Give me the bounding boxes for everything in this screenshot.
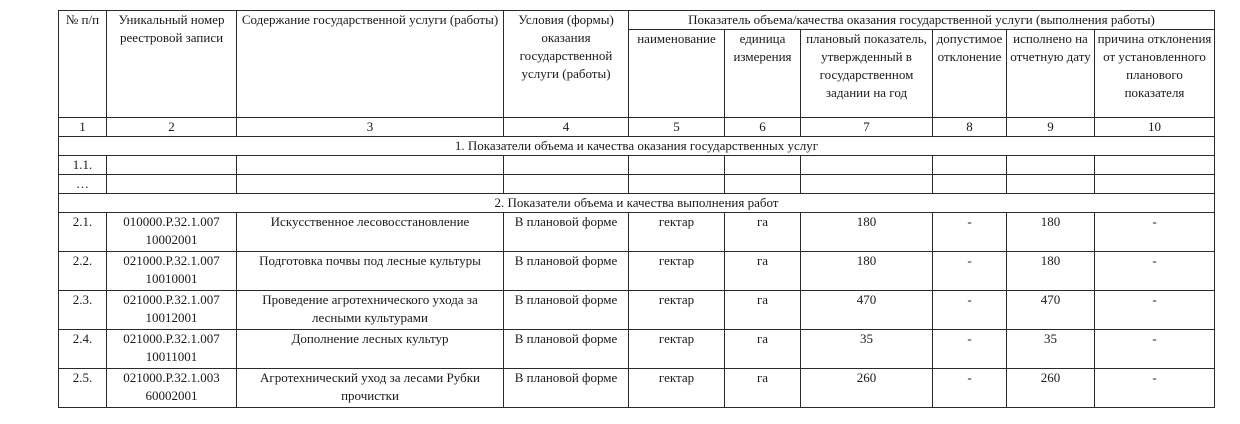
header-num: № п/п [59, 11, 107, 118]
column-number: 10 [1095, 118, 1215, 137]
row-number: 2.5. [59, 369, 107, 408]
unit: га [725, 213, 801, 252]
registry-number: 021000.Р.32.1.007 10010001 [107, 252, 237, 291]
section-2-row [59, 194, 1215, 213]
state-assignment-table [58, 10, 1215, 408]
deviation-reason: - [1095, 330, 1215, 369]
section-1-row [59, 137, 1215, 156]
service-content: Дополнение лесных культур [237, 330, 504, 369]
table-row [59, 330, 1215, 369]
row-number: 1.1. [59, 156, 107, 175]
table-header [59, 11, 1215, 137]
table-row [59, 291, 1215, 330]
plan-value: 180 [801, 252, 933, 291]
allowed-deviation: - [933, 291, 1007, 330]
registry-number: 010000.Р.32.1.007 10002001 [107, 213, 237, 252]
row-number: … [59, 175, 107, 194]
column-number: 5 [629, 118, 725, 137]
column-number: 6 [725, 118, 801, 137]
service-content: Агротехнический уход за лесами Рубки прочистки [237, 369, 504, 408]
header-allowed-deviation: допустимое отклонение [933, 30, 1007, 118]
done-value: 470 [1007, 291, 1095, 330]
column-numbers-row [59, 118, 1215, 137]
row-number: 2.1. [59, 213, 107, 252]
deviation-reason: - [1095, 369, 1215, 408]
service-content: Проведение агротехнического ухода за лесными культурами [237, 291, 504, 330]
plan-value: 35 [801, 330, 933, 369]
table-row [59, 213, 1215, 252]
header-deviation-reason: причина отклонения от установленного планового показателя [1095, 30, 1215, 118]
service-form: В плановой форме [504, 291, 629, 330]
row-number: 2.4. [59, 330, 107, 369]
unit: га [725, 291, 801, 330]
deviation-reason: - [1095, 252, 1215, 291]
column-number: 7 [801, 118, 933, 137]
indicator-name: гектар [629, 330, 725, 369]
plan-value: 470 [801, 291, 933, 330]
indicator-name: гектар [629, 369, 725, 408]
service-form: В плановой форме [504, 330, 629, 369]
column-number: 3 [237, 118, 504, 137]
unit: га [725, 330, 801, 369]
row-number: 2.2. [59, 252, 107, 291]
service-form: В плановой форме [504, 252, 629, 291]
header-plan: плановый показатель, утвержденный в государственном задании на год [801, 30, 933, 118]
service-form: В плановой форме [504, 369, 629, 408]
section-2-title: 2. Показатели объема и качества выполнения работ [59, 194, 1215, 213]
allowed-deviation: - [933, 213, 1007, 252]
service-content: Искусственное лесовосстановление [237, 213, 504, 252]
header-done: исполнено на отчетную дату [1007, 30, 1095, 118]
done-value: 180 [1007, 252, 1095, 291]
service-content: Подготовка почвы под лесные культуры [237, 252, 504, 291]
allowed-deviation: - [933, 252, 1007, 291]
column-number: 8 [933, 118, 1007, 137]
header-registry-number: Уникальный номер реестровой записи [107, 11, 237, 118]
table-row [59, 156, 1215, 175]
indicator-name: гектар [629, 252, 725, 291]
header-unit: единица измерения [725, 30, 801, 118]
indicator-name: гектар [629, 291, 725, 330]
report-sheet [58, 10, 1214, 408]
column-number: 4 [504, 118, 629, 137]
column-number: 9 [1007, 118, 1095, 137]
row-number: 2.3. [59, 291, 107, 330]
plan-value: 260 [801, 369, 933, 408]
unit: га [725, 369, 801, 408]
registry-number: 021000.Р.32.1.003 60002001 [107, 369, 237, 408]
table-row [59, 369, 1215, 408]
table-body [59, 137, 1215, 408]
section-1-title: 1. Показатели объема и качества оказания государственных услуг [59, 137, 1215, 156]
table-row [59, 252, 1215, 291]
header-indicator-name: наименование [629, 30, 725, 118]
header-conditions: Условия (формы) оказания государственной услуги (работы) [504, 11, 629, 118]
table-row [59, 175, 1215, 194]
column-number: 1 [59, 118, 107, 137]
deviation-reason: - [1095, 213, 1215, 252]
allowed-deviation: - [933, 330, 1007, 369]
done-value: 35 [1007, 330, 1095, 369]
indicator-name: гектар [629, 213, 725, 252]
header-service-content: Содержание государственной услуги (работы) [237, 11, 504, 118]
column-number: 2 [107, 118, 237, 137]
unit: га [725, 252, 801, 291]
plan-value: 180 [801, 213, 933, 252]
done-value: 180 [1007, 213, 1095, 252]
done-value: 260 [1007, 369, 1095, 408]
registry-number: 021000.Р.32.1.007 10012001 [107, 291, 237, 330]
deviation-reason: - [1095, 291, 1215, 330]
registry-number: 021000.Р.32.1.007 10011001 [107, 330, 237, 369]
header-indicator-group: Показатель объема/качества оказания государственной услуги (выполнения работы) [629, 11, 1215, 30]
allowed-deviation: - [933, 369, 1007, 408]
service-form: В плановой форме [504, 213, 629, 252]
